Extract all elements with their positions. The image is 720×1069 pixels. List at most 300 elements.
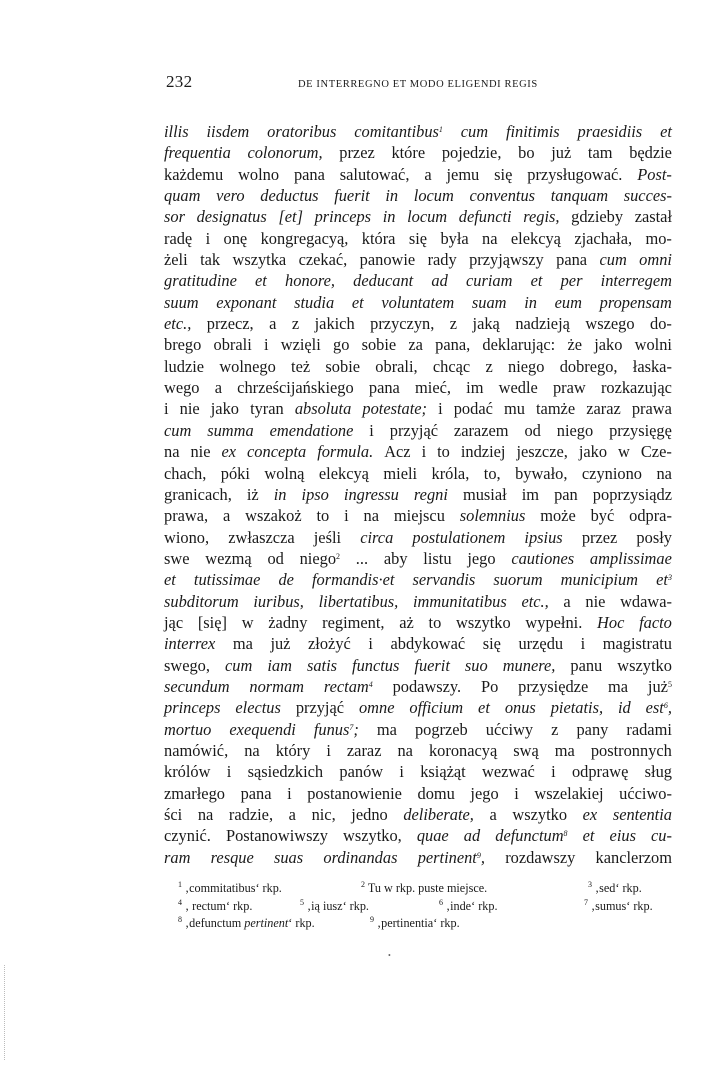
word-text: succes- bbox=[623, 186, 672, 206]
word bbox=[391, 142, 425, 163]
word-text: ad bbox=[463, 826, 481, 846]
word-text: to bbox=[428, 612, 442, 632]
word-text: dobrego, bbox=[559, 356, 618, 376]
word-text: nie bbox=[585, 591, 606, 611]
word-text: na bbox=[197, 805, 214, 824]
word bbox=[464, 825, 480, 846]
word-text: na bbox=[397, 740, 413, 760]
word bbox=[484, 463, 501, 484]
word-text: pana bbox=[293, 164, 325, 184]
word-text: już bbox=[551, 143, 572, 163]
word-text: przysięgę bbox=[609, 420, 672, 440]
word bbox=[312, 804, 336, 825]
word-text: exequendi bbox=[229, 719, 296, 739]
word-text: secundum bbox=[164, 676, 230, 696]
word-text: zaraz bbox=[346, 740, 382, 760]
word bbox=[164, 398, 169, 419]
word bbox=[499, 377, 538, 398]
word-text: nie bbox=[179, 399, 200, 419]
word-text: i bbox=[369, 420, 374, 440]
word bbox=[422, 441, 427, 462]
word-text: regis, bbox=[523, 207, 560, 227]
word-text: wszytko bbox=[617, 655, 672, 675]
word-text: i bbox=[399, 762, 404, 782]
word bbox=[555, 292, 582, 313]
word bbox=[557, 420, 593, 441]
word bbox=[334, 185, 370, 206]
word bbox=[164, 804, 182, 825]
word bbox=[211, 398, 239, 419]
word-text: defunctum bbox=[495, 826, 564, 846]
word bbox=[469, 185, 535, 206]
text-line bbox=[164, 591, 672, 612]
word-text: czekać, bbox=[298, 250, 348, 270]
word-text: listu bbox=[423, 548, 452, 568]
word bbox=[585, 591, 605, 612]
word bbox=[594, 334, 622, 355]
word-text: a bbox=[223, 506, 231, 526]
footnote-number: 6 bbox=[439, 897, 443, 907]
word-text: curiam bbox=[465, 271, 513, 291]
word bbox=[412, 527, 505, 548]
word-text: króla, bbox=[431, 463, 470, 483]
word bbox=[609, 420, 672, 441]
word bbox=[347, 740, 382, 761]
footnotes bbox=[178, 880, 670, 933]
word bbox=[164, 719, 211, 740]
word-text: honore, bbox=[285, 271, 335, 291]
word bbox=[579, 441, 607, 462]
word-text: pana bbox=[368, 378, 400, 398]
text-line bbox=[164, 569, 672, 590]
footnote-number: 9 bbox=[370, 915, 374, 924]
word-text: wypełni. bbox=[525, 612, 583, 632]
punctuation: , bbox=[667, 698, 672, 718]
word bbox=[409, 228, 427, 249]
word bbox=[608, 676, 628, 697]
word-text: pietatis, bbox=[550, 698, 604, 718]
word-text: suo bbox=[464, 655, 488, 675]
word-text: od bbox=[524, 420, 541, 440]
word bbox=[299, 249, 348, 270]
word bbox=[394, 505, 445, 526]
word-text: aby bbox=[383, 548, 408, 568]
word bbox=[393, 676, 462, 697]
word-text: przyczyn, bbox=[370, 314, 435, 334]
word-text: ram bbox=[164, 847, 191, 867]
word bbox=[418, 783, 455, 804]
word bbox=[618, 441, 630, 462]
text-line bbox=[164, 655, 672, 676]
word-text: postronnych bbox=[590, 740, 672, 760]
word bbox=[381, 292, 454, 313]
word bbox=[164, 505, 208, 526]
word bbox=[216, 292, 276, 313]
footnote-number: 1 bbox=[178, 880, 182, 889]
word bbox=[508, 356, 544, 377]
word bbox=[164, 292, 199, 313]
word bbox=[260, 185, 318, 206]
word bbox=[572, 761, 628, 782]
word-text: subditorum bbox=[164, 591, 239, 611]
word-text: a bbox=[288, 805, 296, 824]
word-text: przysługować. bbox=[527, 164, 623, 184]
word bbox=[276, 740, 311, 761]
word bbox=[352, 655, 399, 676]
running-title: DE INTERREGNO ET MODO ELIGENDI REGIS bbox=[298, 79, 538, 90]
word bbox=[466, 377, 483, 398]
word bbox=[164, 612, 183, 633]
text-line bbox=[164, 527, 672, 548]
word bbox=[354, 121, 443, 142]
word-text: chcąc bbox=[432, 356, 471, 376]
word-text: wezmą bbox=[205, 548, 252, 568]
footnote-text: Tu w rkp. puste miejsce. bbox=[365, 881, 488, 895]
footnote bbox=[584, 898, 653, 916]
word-text: pana bbox=[556, 250, 588, 270]
word-text: potestate; bbox=[362, 399, 428, 419]
word-text: cum bbox=[164, 420, 192, 440]
word-text: tutissimae bbox=[193, 570, 261, 590]
word-text: studia bbox=[294, 292, 335, 312]
word bbox=[440, 228, 468, 249]
word-text: cu- bbox=[651, 826, 672, 846]
word-text: fuerit bbox=[334, 186, 370, 206]
word bbox=[504, 398, 525, 419]
punctuation: , bbox=[480, 847, 485, 867]
word-text: Po bbox=[481, 676, 499, 696]
word bbox=[527, 164, 622, 185]
word-text: zastał bbox=[634, 207, 672, 227]
word-text: Hoc bbox=[597, 612, 625, 632]
word bbox=[383, 206, 396, 227]
word bbox=[307, 655, 337, 676]
main-text bbox=[164, 121, 672, 868]
word bbox=[164, 356, 204, 377]
word-text: panowie bbox=[359, 250, 416, 270]
word-text: in bbox=[524, 292, 537, 312]
word bbox=[384, 548, 408, 569]
word-text: poprzysiądz bbox=[592, 484, 672, 504]
word-text: suas bbox=[273, 847, 304, 867]
word-text: cum bbox=[225, 655, 253, 675]
word bbox=[397, 740, 412, 761]
word bbox=[551, 761, 556, 782]
word bbox=[315, 206, 371, 227]
word-text: princeps bbox=[314, 207, 372, 227]
word-text: musiał bbox=[462, 484, 507, 504]
word-text: panu bbox=[570, 655, 603, 675]
word bbox=[613, 804, 672, 825]
word bbox=[164, 377, 200, 398]
word-text: amplissimae bbox=[589, 548, 672, 568]
word-text: magistratu bbox=[602, 634, 672, 654]
footnote-number: 2 bbox=[361, 880, 365, 889]
word-text: deductus bbox=[260, 186, 319, 206]
word bbox=[534, 783, 603, 804]
word-text: mieć, bbox=[415, 378, 451, 398]
word-text: sobie bbox=[361, 335, 397, 355]
word bbox=[164, 825, 211, 846]
word bbox=[224, 228, 248, 249]
word-text: jako bbox=[594, 335, 623, 355]
word bbox=[629, 505, 672, 526]
word-text: gdzieby bbox=[571, 207, 624, 227]
word-text: się bbox=[482, 634, 501, 654]
word bbox=[412, 569, 475, 590]
word-text: indziej bbox=[460, 442, 506, 462]
page-edge-mark bbox=[4, 965, 7, 1060]
word-text: rozdawszy bbox=[505, 847, 576, 867]
word-text: podawszy. bbox=[392, 676, 462, 696]
word-text: satis bbox=[306, 655, 337, 675]
word-text: żeli bbox=[164, 250, 188, 270]
word-text: wszakoż bbox=[245, 506, 302, 526]
word bbox=[247, 142, 322, 163]
word-text: namówić, bbox=[164, 740, 229, 760]
word-text: functus bbox=[352, 655, 400, 675]
word bbox=[164, 270, 237, 291]
word bbox=[415, 377, 451, 398]
word bbox=[578, 121, 643, 142]
word bbox=[274, 847, 303, 868]
footnote-text: ‚ią iusz‘ rkp. bbox=[304, 898, 369, 913]
word bbox=[554, 484, 578, 505]
footnote bbox=[361, 880, 487, 898]
word bbox=[362, 228, 396, 249]
word bbox=[617, 655, 672, 676]
word-text: a bbox=[489, 805, 497, 824]
word bbox=[285, 270, 335, 291]
word-text: locum bbox=[407, 207, 448, 227]
word bbox=[362, 398, 427, 419]
word bbox=[582, 463, 642, 484]
word-text: posły bbox=[636, 527, 672, 547]
word bbox=[515, 313, 570, 334]
word-text: za bbox=[408, 335, 423, 355]
word-text: i bbox=[205, 228, 211, 248]
word bbox=[593, 484, 672, 505]
word-text: et bbox=[582, 826, 595, 846]
word-text: ludzie bbox=[164, 356, 205, 376]
word bbox=[360, 527, 393, 548]
word-text: frequentia bbox=[164, 143, 231, 163]
word bbox=[164, 548, 190, 569]
word-text: jeszcze, bbox=[516, 442, 568, 462]
word bbox=[431, 270, 447, 291]
word bbox=[600, 292, 672, 313]
word-text: na bbox=[482, 228, 498, 248]
word-text: sententia bbox=[612, 805, 672, 824]
text-line bbox=[164, 164, 672, 185]
word bbox=[485, 356, 492, 377]
word bbox=[164, 228, 192, 249]
word bbox=[164, 697, 220, 718]
word bbox=[646, 697, 672, 718]
word bbox=[516, 441, 567, 462]
word-text: obrali, bbox=[375, 356, 418, 376]
word-text: brego bbox=[164, 335, 202, 355]
word bbox=[408, 334, 423, 355]
word-text: formandis·et bbox=[312, 570, 395, 590]
word bbox=[446, 164, 479, 185]
word-text: eum bbox=[554, 292, 582, 312]
word bbox=[368, 633, 373, 654]
word bbox=[227, 761, 232, 782]
word-text: eius bbox=[609, 826, 636, 846]
word-text: chach, bbox=[164, 463, 207, 483]
word-text: princeps bbox=[164, 698, 221, 718]
word-text: Postanowiwszy bbox=[225, 826, 328, 846]
word bbox=[364, 505, 379, 526]
text-line bbox=[164, 292, 672, 313]
word bbox=[250, 398, 284, 419]
word bbox=[524, 292, 537, 313]
word bbox=[248, 761, 324, 782]
word-text: [et] bbox=[278, 207, 303, 227]
word bbox=[636, 527, 672, 548]
word bbox=[656, 463, 671, 484]
word-text: deklarując: bbox=[482, 335, 556, 355]
word bbox=[324, 676, 373, 697]
word bbox=[296, 697, 344, 718]
page-number: 232 bbox=[166, 72, 193, 91]
word bbox=[164, 334, 201, 355]
word bbox=[619, 783, 672, 804]
word bbox=[459, 206, 512, 227]
text-line bbox=[164, 185, 672, 206]
word-text: ad bbox=[431, 271, 448, 291]
word bbox=[307, 783, 402, 804]
word-text: i bbox=[421, 442, 427, 462]
word bbox=[300, 548, 340, 569]
word-text: to bbox=[316, 506, 330, 526]
word bbox=[325, 356, 360, 377]
word bbox=[633, 356, 672, 377]
word-text: et bbox=[660, 122, 672, 141]
word bbox=[205, 548, 251, 569]
word bbox=[590, 548, 672, 569]
footnote-tail: ‘ rkp. bbox=[288, 916, 315, 930]
word-text: przez bbox=[339, 143, 375, 163]
word-text: wzięli bbox=[280, 335, 321, 355]
word-text: radzie, bbox=[228, 805, 274, 824]
word bbox=[215, 377, 222, 398]
word-text: tanquam bbox=[550, 186, 609, 206]
footnote-text: ‚ rectum‘ rkp. bbox=[182, 898, 253, 913]
footnote-ref: 9 bbox=[476, 850, 481, 860]
word bbox=[481, 676, 498, 697]
word bbox=[483, 633, 501, 654]
word-text: ingressu bbox=[343, 484, 399, 504]
word bbox=[571, 206, 623, 227]
word bbox=[294, 292, 334, 313]
word bbox=[551, 185, 608, 206]
word-text: praw bbox=[552, 378, 586, 398]
word-text: in bbox=[385, 186, 399, 206]
word-text: tamże bbox=[535, 399, 576, 419]
word bbox=[264, 463, 304, 484]
word bbox=[563, 591, 570, 612]
text-line bbox=[164, 420, 672, 441]
word bbox=[424, 164, 431, 185]
word-text: quae bbox=[416, 826, 449, 846]
footnote-text: ‚inde‘ rkp. bbox=[443, 898, 498, 913]
footnote-number: 8 bbox=[178, 915, 182, 924]
word-text: pana, bbox=[435, 335, 471, 355]
word bbox=[235, 697, 281, 718]
word-text: i bbox=[287, 783, 292, 803]
footnote-ref: 7 bbox=[349, 722, 354, 732]
word bbox=[639, 249, 672, 270]
text-line bbox=[164, 463, 672, 484]
word bbox=[417, 825, 449, 846]
word-text: mieli bbox=[383, 463, 418, 483]
word bbox=[414, 484, 448, 505]
word bbox=[582, 527, 617, 548]
word bbox=[418, 847, 485, 868]
word-text: ex bbox=[221, 442, 237, 462]
word bbox=[472, 292, 507, 313]
word bbox=[229, 719, 295, 740]
word-text: postulationem bbox=[412, 527, 506, 547]
footnote-number: 4 bbox=[178, 897, 182, 907]
word-text: Post- bbox=[637, 164, 672, 184]
text-line bbox=[164, 847, 672, 868]
page-ornament: • bbox=[388, 951, 391, 960]
word-text: omni bbox=[639, 250, 672, 270]
word bbox=[216, 185, 245, 206]
word bbox=[264, 334, 269, 355]
word-text: póki bbox=[220, 463, 250, 483]
word bbox=[242, 612, 254, 633]
word-text: swe bbox=[164, 548, 190, 568]
text-line bbox=[164, 377, 672, 398]
word-text: jego bbox=[467, 548, 496, 568]
word bbox=[505, 697, 536, 718]
word bbox=[641, 441, 672, 462]
word bbox=[603, 633, 672, 654]
word-text: illis bbox=[164, 122, 189, 141]
word-text: wszytko bbox=[512, 805, 568, 824]
word-text: wezwać bbox=[482, 762, 535, 782]
word bbox=[482, 228, 497, 249]
word-text: etc., bbox=[521, 591, 549, 611]
word-text: przyjąwszy bbox=[469, 250, 544, 270]
word bbox=[164, 633, 215, 654]
word bbox=[197, 206, 267, 227]
word bbox=[390, 420, 438, 441]
word bbox=[632, 398, 672, 419]
text-line bbox=[164, 249, 672, 270]
word bbox=[314, 719, 359, 740]
word bbox=[326, 740, 331, 761]
word bbox=[164, 313, 191, 334]
word-text: praesidiis bbox=[577, 122, 643, 141]
word bbox=[247, 441, 306, 462]
word-text: się bbox=[408, 228, 428, 248]
word-text: onę bbox=[223, 228, 248, 248]
word-text: gratitudine bbox=[164, 271, 237, 291]
word bbox=[561, 569, 638, 590]
word bbox=[164, 569, 176, 590]
text-line bbox=[164, 548, 672, 569]
word-text: książąt bbox=[420, 762, 466, 782]
word-text: i bbox=[580, 634, 586, 654]
word bbox=[359, 697, 395, 718]
word bbox=[518, 676, 588, 697]
word-text: i bbox=[514, 783, 519, 803]
